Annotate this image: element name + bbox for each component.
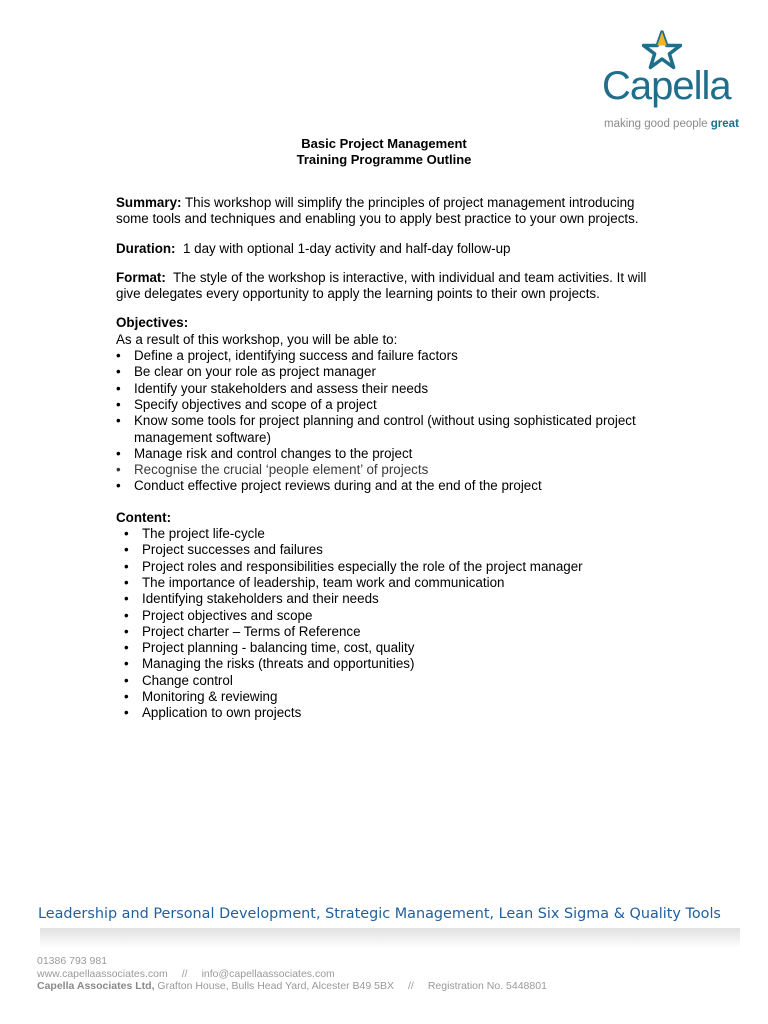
objectives-list [116, 348, 656, 495]
footer-divider [40, 928, 740, 948]
objectives-intro: As a result of this workshop, you will be able to: [116, 331, 398, 347]
list-item: • Recognise the crucial ‘people element’ of projects [116, 462, 656, 478]
footer-services-band: Leadership and Personal Development, Strategic Management, Lean Six Sigma & Quality Tools [38, 906, 721, 922]
list-item: • Specify objectives and scope of a project [116, 397, 656, 413]
document-title [0, 136, 768, 168]
document-body [116, 195, 656, 722]
list-item: • Project successes and failures [116, 542, 656, 558]
content-list [116, 526, 656, 722]
list-item: • Manage risk and control changes to the project [116, 446, 656, 462]
summary-paragraph: Summary: This workshop will simplify the principles of project management introducing some tools and techniques and enabling you to apply best practice to your own projects. [116, 195, 639, 227]
title-line-1: Basic Project Management [301, 136, 467, 151]
format-paragraph: Format: The style of the workshop is interactive, with individual and team activities. It will give delegates every opportunity to apply the learning points to their own projects. [116, 269, 651, 302]
list-item: • Know some tools for project planning and control (without using sophisticated project management software) [116, 413, 656, 446]
list-item: • Project charter – Terms of Reference [116, 624, 656, 640]
footer-web-row: www.capellaassociates.com // info@capellaassociates.com [37, 967, 335, 980]
footer-phone: 01386 793 981 [37, 955, 108, 967]
footer-contact-info [37, 955, 737, 993]
title-line-2: Training Programme Outline [296, 152, 472, 167]
logo-tagline: making good people great [604, 118, 739, 130]
content-heading: Content: [116, 509, 172, 525]
list-item: • Be clear on your role as project manager [116, 364, 656, 380]
company-name: Capella Associates Ltd, [37, 980, 155, 992]
list-item: • Conduct effective project reviews during and at the end of the project [116, 478, 656, 494]
list-item: • Project objectives and scope [116, 608, 656, 624]
list-item: • Identifying stakeholders and their needs [116, 591, 656, 607]
duration-paragraph: Duration: 1 day with optional 1-day activity and half-day follow-up [116, 240, 511, 256]
footer-address-row: Capella Associates Ltd, Grafton House, Bulls Head Yard, Alcester B49 5BX // Registration No. 5448801 [37, 980, 547, 992]
company-address: Grafton House, Bulls Head Yard, Alcester B49 5BX [154, 980, 394, 992]
list-item: • Identify your stakeholders and assess their needs [116, 381, 656, 397]
list-item: • Change control [116, 673, 656, 689]
list-item: • Managing the risks (threats and opportunities) [116, 656, 656, 672]
website-link[interactable]: www.capellaassociates.com [37, 967, 168, 980]
objectives-heading: Objectives: [116, 315, 189, 331]
list-item: • Define a project, identifying success and failure factors [116, 348, 656, 364]
email-link[interactable]: info@capellaassociates.com [201, 967, 335, 980]
capella-logo [600, 30, 740, 135]
logo-wordmark: Capella [602, 64, 731, 108]
list-item: • The project life-cycle [116, 526, 656, 542]
list-item: • Project roles and responsibilities especially the role of the project manager [116, 559, 656, 575]
list-item: • Application to own projects [116, 705, 656, 721]
registration-number: Registration No. 5448801 [427, 980, 547, 992]
list-item: • Project planning - balancing time, cost, quality [116, 640, 656, 656]
list-item: • The importance of leadership, team work and communication [116, 575, 656, 591]
list-item: • Monitoring & reviewing [116, 689, 656, 705]
